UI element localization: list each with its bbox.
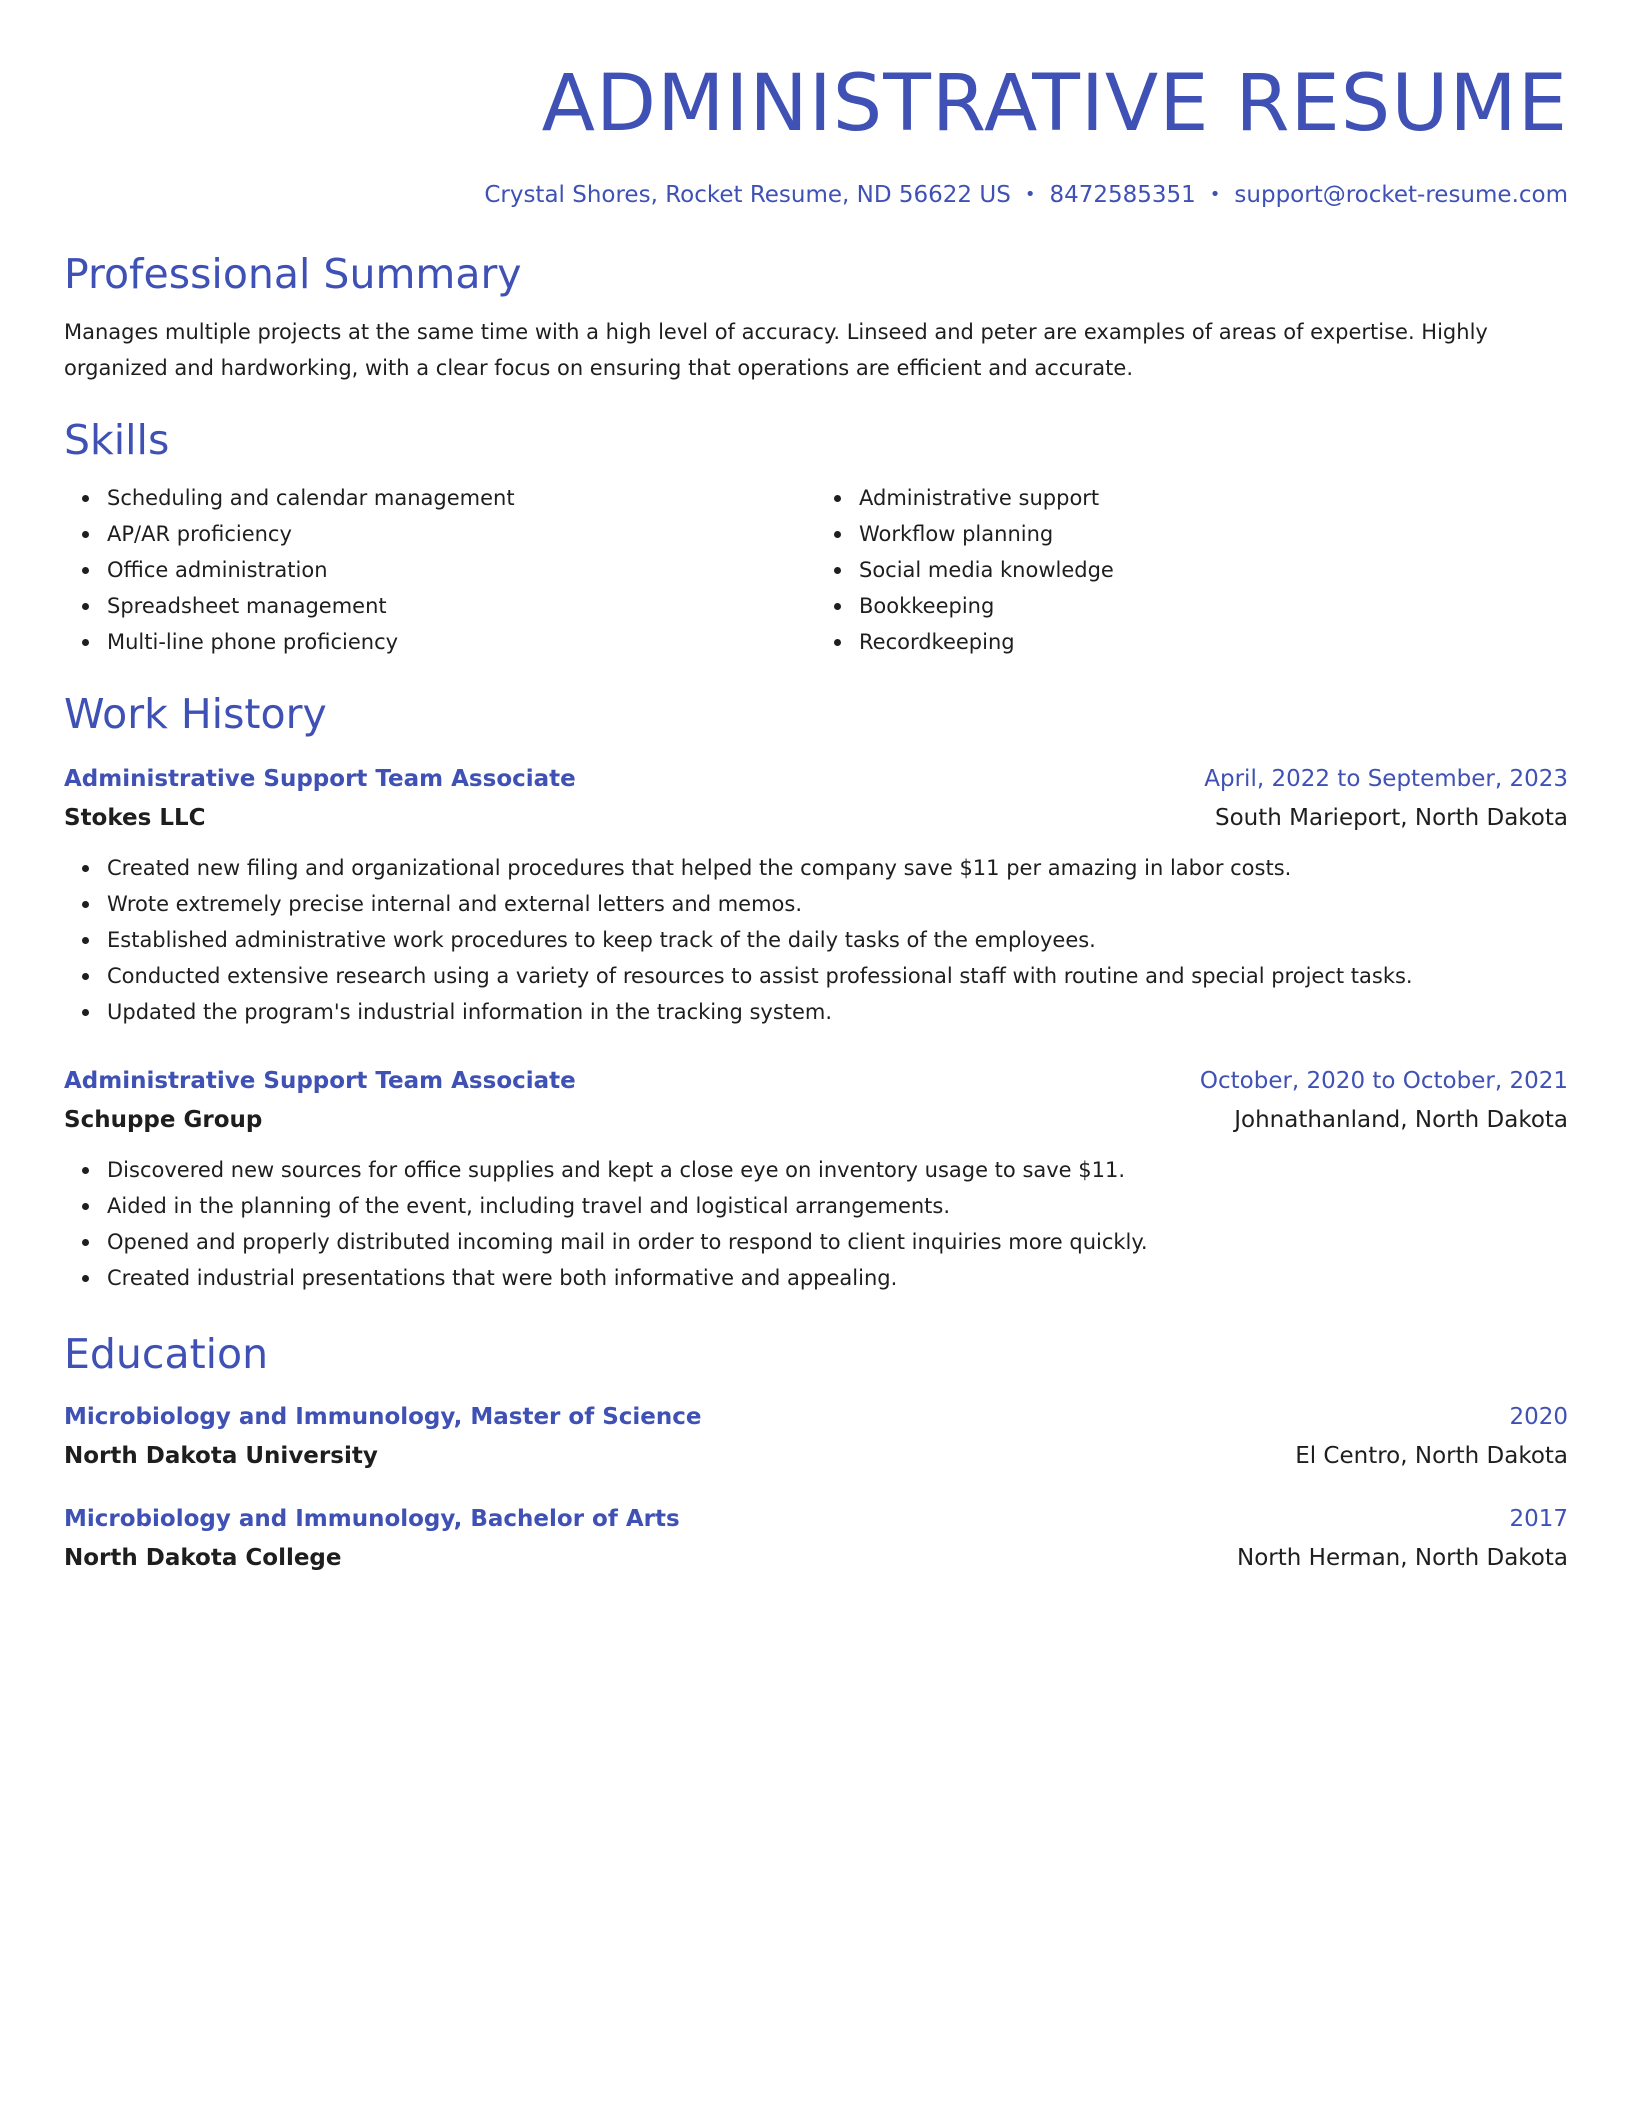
education-header-row: [64, 1500, 1568, 1538]
skill-item: Social media knowledge: [859, 552, 1568, 588]
education-school-row: [64, 1436, 1568, 1476]
education-heading: Education: [64, 1330, 269, 1378]
work-history-heading: Work History: [64, 690, 327, 738]
job-bullet: Created new filing and organizational procedures that helped the company save $11 per amazing in labor costs.: [107, 850, 1568, 886]
education-header-row: [64, 1398, 1568, 1436]
job-bullet: Conducted extensive research using a variety of resources to assist professional staff with routine and special project tasks.: [107, 958, 1568, 994]
education-entry: [64, 1500, 1568, 1578]
job-entry: [64, 760, 1568, 1030]
skill-item: AP/AR proficiency: [107, 516, 816, 552]
skill-item: Office administration: [107, 552, 816, 588]
contact-phone: 8472585351: [1049, 182, 1196, 208]
skill-item: Spreadsheet management: [107, 588, 816, 624]
contact-separator: •: [1024, 184, 1036, 205]
contact-separator: •: [1209, 184, 1221, 205]
education-degree: Microbiology and Immunology, Master of Science: [64, 1404, 702, 1430]
education-location: North Herman, North Dakota: [1237, 1545, 1568, 1571]
job-bullet: Created industrial presentations that were both informative and appealing.: [107, 1260, 1568, 1296]
skill-item: Scheduling and calendar management: [107, 480, 816, 516]
job-bullet: Aided in the planning of the event, including travel and logistical arrangements.: [107, 1188, 1568, 1224]
education-year: 2020: [1509, 1404, 1568, 1430]
job-company: Stokes LLC: [64, 805, 206, 831]
skills-column-left: [64, 480, 816, 660]
education-degree: Microbiology and Immunology, Bachelor of Arts: [64, 1506, 680, 1532]
job-title: Administrative Support Team Associate: [64, 1068, 576, 1094]
resume-title: ADMINISTRATIVE RESUME: [541, 59, 1568, 149]
skills-column-right: [816, 480, 1568, 660]
job-bullets: [64, 850, 1568, 1030]
job-location: South Marieport, North Dakota: [1215, 805, 1568, 831]
education-location: El Centro, North Dakota: [1295, 1443, 1568, 1469]
job-bullet: Established administrative work procedures to keep track of the daily tasks of the employees.: [107, 922, 1568, 958]
skill-item: Multi-line phone proficiency: [107, 624, 816, 660]
skills-grid: [64, 480, 1568, 660]
job-company: Schuppe Group: [64, 1107, 263, 1133]
education-school: North Dakota College: [64, 1545, 342, 1571]
skill-item: Administrative support: [859, 480, 1568, 516]
job-location: Johnathanland, North Dakota: [1234, 1107, 1568, 1133]
job-company-row: [64, 1100, 1568, 1140]
job-entry: [64, 1062, 1568, 1296]
contact-address: Crystal Shores, Rocket Resume, ND 56622 US: [484, 182, 1011, 208]
job-bullet: Updated the program's industrial information in the tracking system.: [107, 994, 1568, 1030]
education-entry: [64, 1398, 1568, 1476]
job-company-row: [64, 798, 1568, 838]
contact-line: [64, 180, 1568, 210]
job-dates: April, 2022 to September, 2023: [1204, 766, 1568, 792]
education-school: North Dakota University: [64, 1443, 378, 1469]
job-dates: October, 2020 to October, 2021: [1199, 1068, 1568, 1094]
job-bullet: Opened and properly distributed incoming mail in order to respond to client inquiries more quickly.: [107, 1224, 1568, 1260]
skills-heading: Skills: [64, 416, 170, 464]
job-header-row: [64, 760, 1568, 798]
job-bullet: Discovered new sources for office supplies and kept a close eye on inventory usage to save $11.: [107, 1152, 1568, 1188]
summary-text: Manages multiple projects at the same time with a high level of accuracy. Linseed and peter are examples of areas of expertise. Highly organized and hardworking, with a clear focus on ensuring that operations are efficient and accurate.: [64, 320, 1488, 380]
job-header-row: [64, 1062, 1568, 1100]
skill-item: Workflow planning: [859, 516, 1568, 552]
education-year: 2017: [1509, 1506, 1568, 1532]
summary-heading: Professional Summary: [64, 250, 522, 298]
job-bullet: Wrote extremely precise internal and external letters and memos.: [107, 886, 1568, 922]
contact-email: support@rocket-resume.com: [1234, 182, 1568, 208]
skill-item: Bookkeeping: [859, 588, 1568, 624]
job-bullets: [64, 1152, 1568, 1296]
job-title: Administrative Support Team Associate: [64, 766, 576, 792]
skill-item: Recordkeeping: [859, 624, 1568, 660]
education-school-row: [64, 1538, 1568, 1578]
